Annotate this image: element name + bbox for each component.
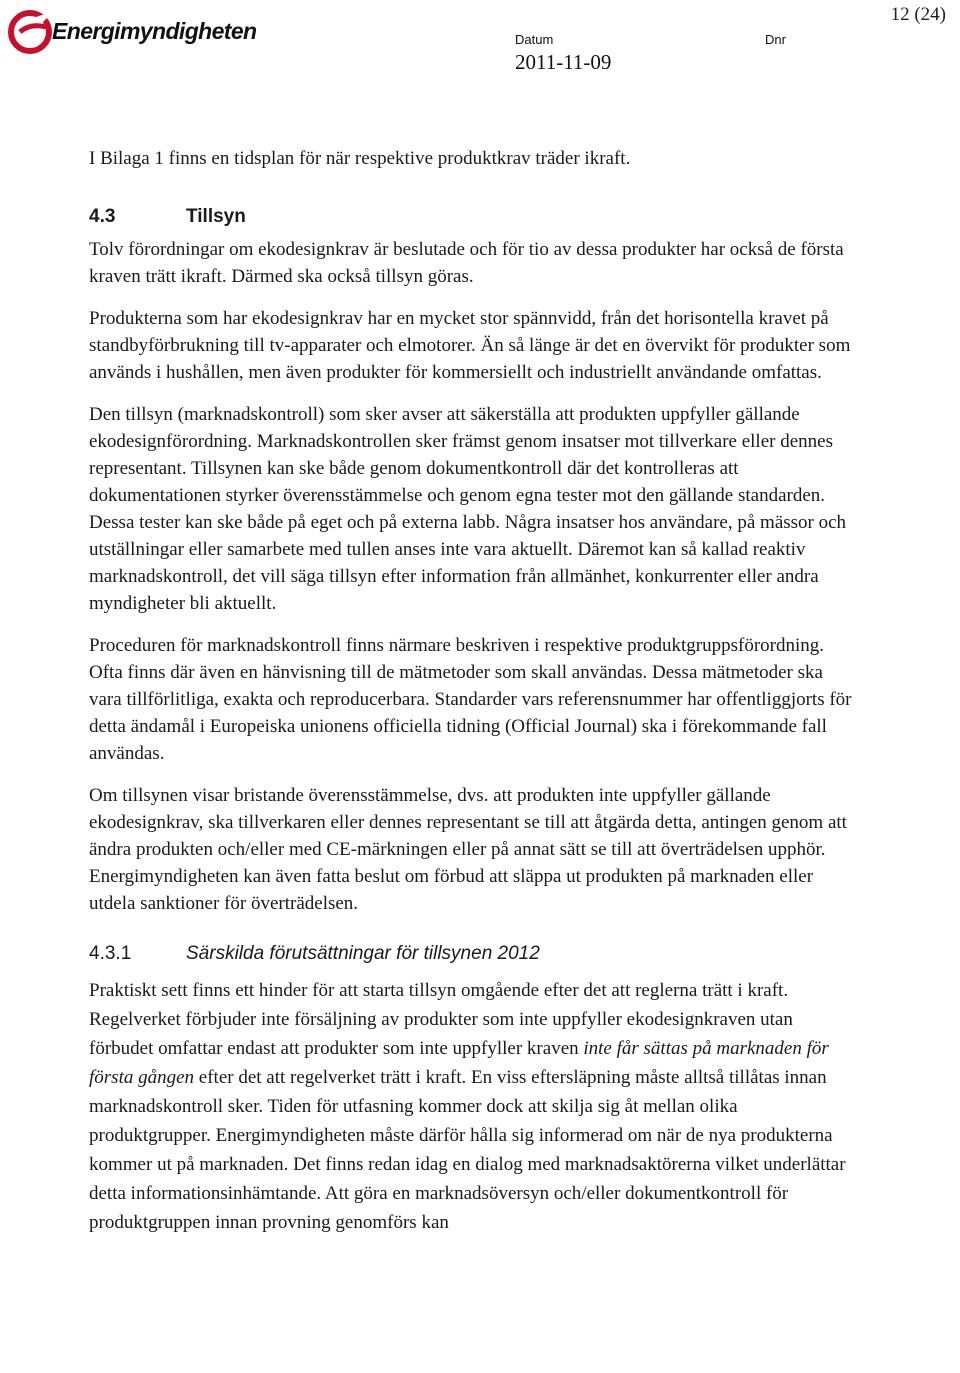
subsection-title: Särskilda förutsättningar för tillsynen 2012	[186, 943, 540, 964]
section-heading	[89, 203, 859, 230]
paragraph: Tolv förordningar om ekodesignkrav är beslutade och för tio av dessa produkter har också de första kraven trätt ikraft. Därmed ska också tillsyn göras.	[89, 239, 844, 287]
paragraph: Proceduren för marknadskontroll finns närmare beskriven i respektive produktgruppsförordning. Ofta finns där även en hänvisning till de mätmetoder som skall användas. Dessa mätmetoder ska vara tillförlitliga, exakta och reproducerbara. Standarder vars referensnummer har offentliggjorts för detta ändamål i Europeiska unionens officiella tidning (Official Journal) ska i förekommande fall användas.	[89, 635, 852, 764]
emphasized-text: inte får sättas på marknaden för första gången	[89, 1038, 829, 1088]
dnr-label: Dnr	[765, 32, 786, 47]
date-value: 2011-11-09	[515, 50, 612, 74]
paragraph-text: Praktiskt sett finns ett hinder för att starta tillsyn omgående efter det att reglerna trätt i kraft. Regelverket förbjuder inte försäljning av produkter som inte uppfyller ekodesignkraven utan förbudet omfattar endast att produkter som inte uppfyller kraven	[89, 980, 793, 1059]
paragraph-text: efter det att regelverket trätt i kraft. En viss eftersläpning måste alltså tillåtas innan marknadskontroll sker. Tiden för utfasning kommer dock att skilja sig åt mellan olika produktgrupper. Energimyndigheten måste därför hålla sig informerad om när de nya produkterna kommer ut på marknaden. Det finns redan idag en dialog med marknadsaktörerna vilket underlättar detta informationsinhämtande. Att göra en marknadsöversyn och/eller dokumentkontroll för produktgruppen innan provning genomförs kan	[89, 1067, 846, 1233]
paragraph: Produkterna som har ekodesignkrav har en mycket stor spännvidd, från det horisontella kravet på standbyförbrukning till tv-apparater och elmotorer. Än så länge är det en övervikt för produkter som används i hushållen, men även produkter för kommersiellt och industriellt användande omfattas.	[89, 308, 851, 383]
paragraph: Om tillsynen visar bristande överensstämmelse, dvs. att produkten inte uppfyller gällande ekodesignkrav, ska tillverkaren eller dennes representant se till att åtgärda detta, antingen genom att ändra produkten och/eller med CE-märkningen eller på annat sätt se till att överträdelsen upphör. Energimyndigheten kan även fatta beslut om förbud att släppa ut produkten på marknaden eller utdela sanktioner för överträdelsen.	[89, 785, 847, 914]
agency-logo	[6, 4, 257, 58]
date-label: Datum	[515, 32, 554, 47]
intro-paragraph: I Bilaga 1 finns en tidsplan för när respektive produktkrav träder ikraft.	[89, 148, 631, 169]
logo-wordmark: Energimyndigheten	[52, 17, 257, 44]
subsection-number: 4.3.1	[89, 943, 132, 964]
document-body	[89, 145, 859, 1237]
page-number: 12 (24)	[890, 4, 946, 25]
energimyndigheten-logo-icon	[6, 5, 58, 57]
section-number: 4.3	[89, 206, 116, 227]
page-header	[0, 0, 960, 80]
subsection-heading	[89, 940, 859, 967]
section-title: Tillsyn	[186, 206, 246, 227]
paragraph	[89, 976, 859, 1237]
paragraph: Den tillsyn (marknadskontroll) som sker avser att säkerställa att produkten uppfyller gällande ekodesignförordning. Marknadskontrollen sker främst genom insatser mot tillverkare eller dennes representant. Tillsynen kan ske både genom dokumentkontroll där det kontrolleras att dokumentationen styrker överensstämmelse och genom egna tester mot den gällande standarden. Dessa tester kan ske både på eget och på externa labb. Några insatser hos användare, på mässor och utställningar eller samarbete med tullen anses inte vara aktuellt. Däremot kan så kallad reaktiv marknadskontroll, det vill säga tillsyn efter information från allmänhet, konkurrenter eller andra myndigheter bli aktuellt.	[89, 404, 847, 614]
